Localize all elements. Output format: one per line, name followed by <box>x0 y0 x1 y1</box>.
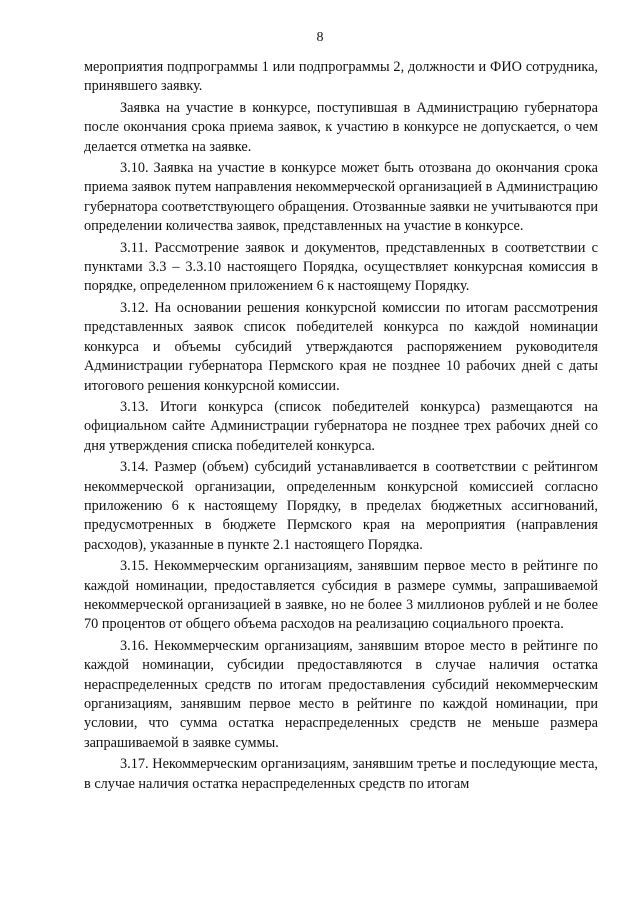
paragraph-late-application: Заявка на участие в конкурсе, поступившая в Администрацию губернатора после окончания срока приема заявок, к участию в конкурсе не допускается, о чем делается отметка на заявке. <box>84 99 598 155</box>
paragraph-3-10: 3.10. Заявка на участие в конкурсе может быть отозвана до окончания срока приема заявок путем направления некоммерческой организацией в Администрацию губернатора соответствующего обращения. Отозванные заявки не учитываются при определении количества заявок, представленных на участие в конкурсе. <box>84 160 598 235</box>
paragraph-3-12: 3.12. На основании решения конкурсной комиссии по итогам рассмотрения представленных заявок список победителей конкурса по каждой номинации конкурса и объемы субсидий утверждаются распоряжением руководителя Администрации губернатора Пермского края не позднее 10 рабочих дней с даты итогового решения конкурсной комиссии. <box>84 299 598 394</box>
paragraph-3-14: 3.14. Размер (объем) субсидий устанавливается в соответствии с рейтингом некоммерческой организации, определенным конкурсной комиссией согласно приложению 6 к настоящему Порядку, в пределах бюджетных ассигнований, предусмотренных в бюджете Пермского края на мероприятия (направления расходов), указанные в пункте 2.1 настоящего Порядка. <box>84 459 598 553</box>
paragraph-continuation: мероприятия подпрограммы 1 или подпрограммы 2, должности и ФИО сотрудника, принявшего заявку. <box>84 59 598 95</box>
paragraph-3-15: 3.15. Некоммерческим организациям, занявшим первое место в рейтинге по каждой номинации, предоставляется субсидия в размере суммы, запрашиваемой некоммерческой организацией в заявке, но не более 3 миллионов рублей и не более 70 процентов от общего объема расходов на реализацию социального проекта. <box>84 558 598 633</box>
page-number: 8 <box>316 30 324 45</box>
paragraph-3-17: 3.17. Некоммерческим организациям, занявшим третье и последующие места, в случае наличия остатка нераспределенных средств по итогам <box>84 756 598 792</box>
paragraph-3-11: 3.11. Рассмотрение заявок и документов, представленных в соответствии с пунктами 3.3 – 3.3.10 настоящего Порядка, осуществляет конкурсная комиссия в порядке, определенном приложением 6 к настоящему Порядку. <box>84 239 598 295</box>
paragraph-3-16: 3.16. Некоммерческим организациям, занявшим второе место в рейтинге по каждой номинации, субсидии предоставляются в случае наличия остатка нераспределенных средств по итогам предоставления субсидий некоммерческим организациям, занявшим первое место в рейтинге по каждой номинации, при условии, что сумма остатка нераспределенных средств не меньше размера запрашиваемой в заявке суммы. <box>84 637 598 751</box>
paragraph-3-13: 3.13. Итоги конкурса (список победителей конкурса) размещаются на официальном сайте Администрации губернатора не позднее трех рабочих дней со дня утверждения списка победителей конкурса. <box>84 398 598 454</box>
document-body <box>84 58 598 796</box>
